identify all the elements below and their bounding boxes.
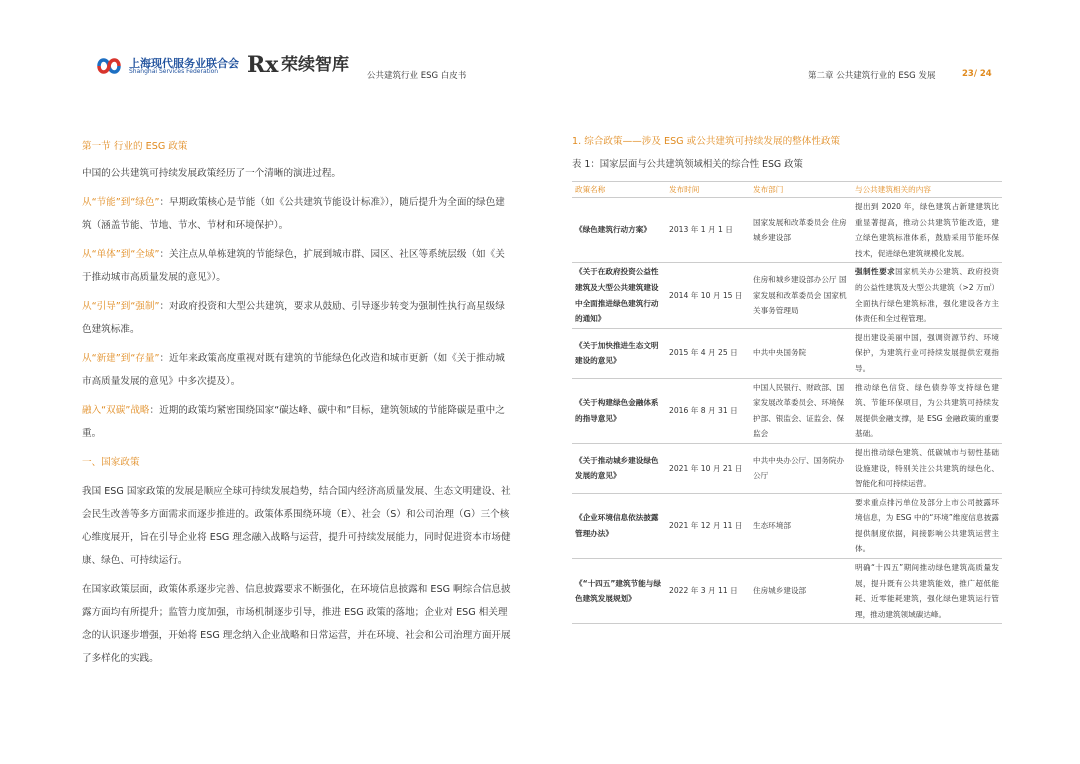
evolution-item-lead: 从“节能”到“绿色” <box>82 197 160 208</box>
policy-table <box>572 181 1002 624</box>
evolution-item-text: ：对政府投资和大型公共建筑，要求从鼓励、引导逐步转变为强制性执行高星级绿色建筑标准。 <box>82 301 505 335</box>
policy-dept: 中共中央办公厅、国务院办公厅 <box>750 443 852 493</box>
page-number: 23/ 24 <box>962 69 992 79</box>
policy-date: 2022 年 3 月 11 日 <box>666 559 750 624</box>
policy-dept: 住房和城乡建设部办公厅 国家发展和改革委员会 国家机关事务管理局 <box>750 263 852 328</box>
table-row <box>572 493 1002 558</box>
section-title: 第一节 行业的 ESG 政策 <box>82 141 188 152</box>
policy-dept: 生态环境部 <box>750 493 852 558</box>
policy-dept: 中国人民银行、财政部、国家发展改革委员会、环境保护部、银监会、证监会、保监会 <box>750 378 852 443</box>
policy-content: 明确“十四五”期间推动绿色建筑高质量发展，提升既有公共建筑能效，推广超低能耗、近零能耗建筑，强化绿色建筑运行管理，推动建筑领域碳达峰。 <box>852 559 1002 624</box>
ssf-name-en: Shanghai Services Federation <box>129 68 219 75</box>
page-header <box>0 0 1080 100</box>
evolution-item <box>82 295 512 341</box>
rongxu-logo <box>247 52 367 78</box>
evolution-item-text: ：近年来政策高度重视对既有建筑的节能绿色化改造和城市更新（如《关于推动城市高质量发展的意见》中多次提及）。 <box>82 353 505 387</box>
table-row <box>572 443 1002 493</box>
evolution-item-text: ：早期政策核心是节能（如《公共建筑节能设计标准》），随后提升为全面的绿色建筑（涵盖节能、节地、节水、节材和环境保护）。 <box>82 197 505 231</box>
policy-name: 《“十四五”建筑节能与绿色建筑发展规划》 <box>572 559 666 624</box>
policy-date: 2016 年 8 月 31 日 <box>666 378 750 443</box>
evolution-item <box>82 191 512 237</box>
policy-name: 《关于构建绿色金融体系的指导意见》 <box>572 378 666 443</box>
policy-date: 2021 年 10 月 21 日 <box>666 443 750 493</box>
policy-date: 2014 年 10 月 15 日 <box>666 263 750 328</box>
table-row <box>572 328 1002 378</box>
policy-content: 提出推动绿色建筑、低碳城市与韧性基础设施建设，特别关注公共建筑的绿色化、智能化和可持续运营。 <box>852 443 1002 493</box>
table-row <box>572 378 1002 443</box>
policy-content: 要求重点排污单位及部分上市公司披露环境信息，为 ESG 中的“环境”维度信息披露提供制度依据，间接影响公共建筑运营主体。 <box>852 493 1002 558</box>
evolution-item <box>82 347 512 393</box>
evolution-item-text: ：近期的政策均紧密围绕国家“碳达峰、碳中和”目标，建筑领域的节能降碳是重中之重。 <box>82 405 505 439</box>
column-header: 与公共建筑相关的内容 <box>852 182 1002 198</box>
book-title: 公共建筑行业 ESG 白皮书 <box>367 71 467 81</box>
rongxu-logo-mark: Rx <box>247 52 279 78</box>
column-header: 发布部门 <box>750 182 852 198</box>
policy-content: 提出到 2020 年，绿色建筑占新建建筑比重显著提高，推动公共建筑节能改造，建立绿色建筑标准体系，鼓励采用节能环保技术，促进绿色建筑规模化发展。 <box>852 198 1002 263</box>
evolution-item-text: ：关注点从单栋建筑的节能绿色，扩展到城市群、园区、社区等系统层级（如《关于推动城市高质量发展的意见》）。 <box>82 249 505 283</box>
evolution-item-lead: 从“单体”到“全域” <box>82 249 160 260</box>
left-column <box>82 135 512 670</box>
ssf-name-cn: 上海现代服务业联合会 <box>129 57 239 70</box>
national-policy-title: 一、国家政策 <box>82 457 140 468</box>
table-row <box>572 263 1002 328</box>
policy-name: 《关于加快推进生态文明建设的意见》 <box>572 328 666 378</box>
policy-date: 2021 年 12 月 11 日 <box>666 493 750 558</box>
policy-name: 《绿色建筑行动方案》 <box>572 198 666 263</box>
right-column <box>572 135 1002 624</box>
ssf-logo <box>95 54 239 78</box>
policy-content <box>852 263 1002 328</box>
policy-name: 《关于推动城乡建设绿色发展的意见》 <box>572 443 666 493</box>
body-paragraph: 在国家政策层面，政策体系逐步完善、信息披露要求不断强化，在环境信息披露和 ESG 啊综合信息披露方面均有所提升；监管力度加强，市场机制逐步引导，推进 ESG 政策的落地；企业对 ESG 相关理念的认识逐步增强，开始将 ESG 理念纳入企业战略和日常运营，并在环境、社会和公司治理方面开展了多样化的实践。 <box>82 584 511 664</box>
evolution-item-lead: 从“新建”到“存量” <box>82 353 160 364</box>
policy-name: 《企业环境信息依法披露管理办法》 <box>572 493 666 558</box>
evolution-item-lead: 从“引导”到“强制” <box>82 301 160 312</box>
policy-date: 2015 年 4 月 25 日 <box>666 328 750 378</box>
column-header: 政策名称 <box>572 182 666 198</box>
ssf-logo-mark <box>95 54 125 78</box>
policy-dept: 住房城乡建设部 <box>750 559 852 624</box>
policy-content-text: 国家机关办公建筑、政府投资的公益性建筑及大型公共建筑（>2 万㎡）全面执行绿色建筑标准，强化建设各方主体责任和全过程管理。 <box>855 267 1000 324</box>
table-row <box>572 198 1002 263</box>
evolution-item <box>82 243 512 289</box>
evolution-item-lead: 融入“双碳”战略 <box>82 405 150 416</box>
table-caption: 表 1：国家层面与公共建筑领域相关的综合性 ESG 政策 <box>572 159 803 170</box>
policy-content-emphasis: 强制性要求 <box>855 267 896 277</box>
policy-date: 2013 年 1 月 1 日 <box>666 198 750 263</box>
policy-content: 提出建设美丽中国，强调资源节约、环境保护，为建筑行业可持续发展提供宏观指导。 <box>852 328 1002 378</box>
policy-dept: 中共中央国务院 <box>750 328 852 378</box>
chapter-title: 第二章 公共建筑行业的 ESG 发展 <box>808 71 936 81</box>
intro-paragraph: 中国的公共建筑可持续发展政策经历了一个清晰的演进过程。 <box>82 168 342 179</box>
subsection-title: 1. 综合政策——涉及 ESG 或公共建筑可持续发展的整体性政策 <box>572 136 841 147</box>
policy-name: 《关于在政府投资公益性建筑及大型公共建筑建设中全面推进绿色建筑行动的通知》 <box>572 263 666 328</box>
body-paragraph: 我国 ESG 国家政策的发展是顺应全球可持续发展趋势，结合国内经济高质量发展、生态文明建设、社会民生改善等多方面需求而逐步推进的。政策体系围绕环境（E）、社会（S）和公司治理（G）三个核心维度展开，旨在引导企业将 ESG 理念融入战略与运营，提升可持续发展能力，同时促进资本市场健康、绿色、可持续运行。 <box>82 486 511 566</box>
policy-content: 推动绿色信贷、绿色债券等支持绿色建筑、节能环保项目，为公共建筑可持续发展提供金融支撑，是 ESG 金融政策的重要基础。 <box>852 378 1002 443</box>
policy-dept: 国家发展和改革委员会 住房城乡建设部 <box>750 198 852 263</box>
table-row <box>572 559 1002 624</box>
evolution-item <box>82 399 512 445</box>
table-header-row <box>572 182 1002 198</box>
column-header: 发布时间 <box>666 182 750 198</box>
rongxu-name: 荣续智库 <box>281 55 349 75</box>
